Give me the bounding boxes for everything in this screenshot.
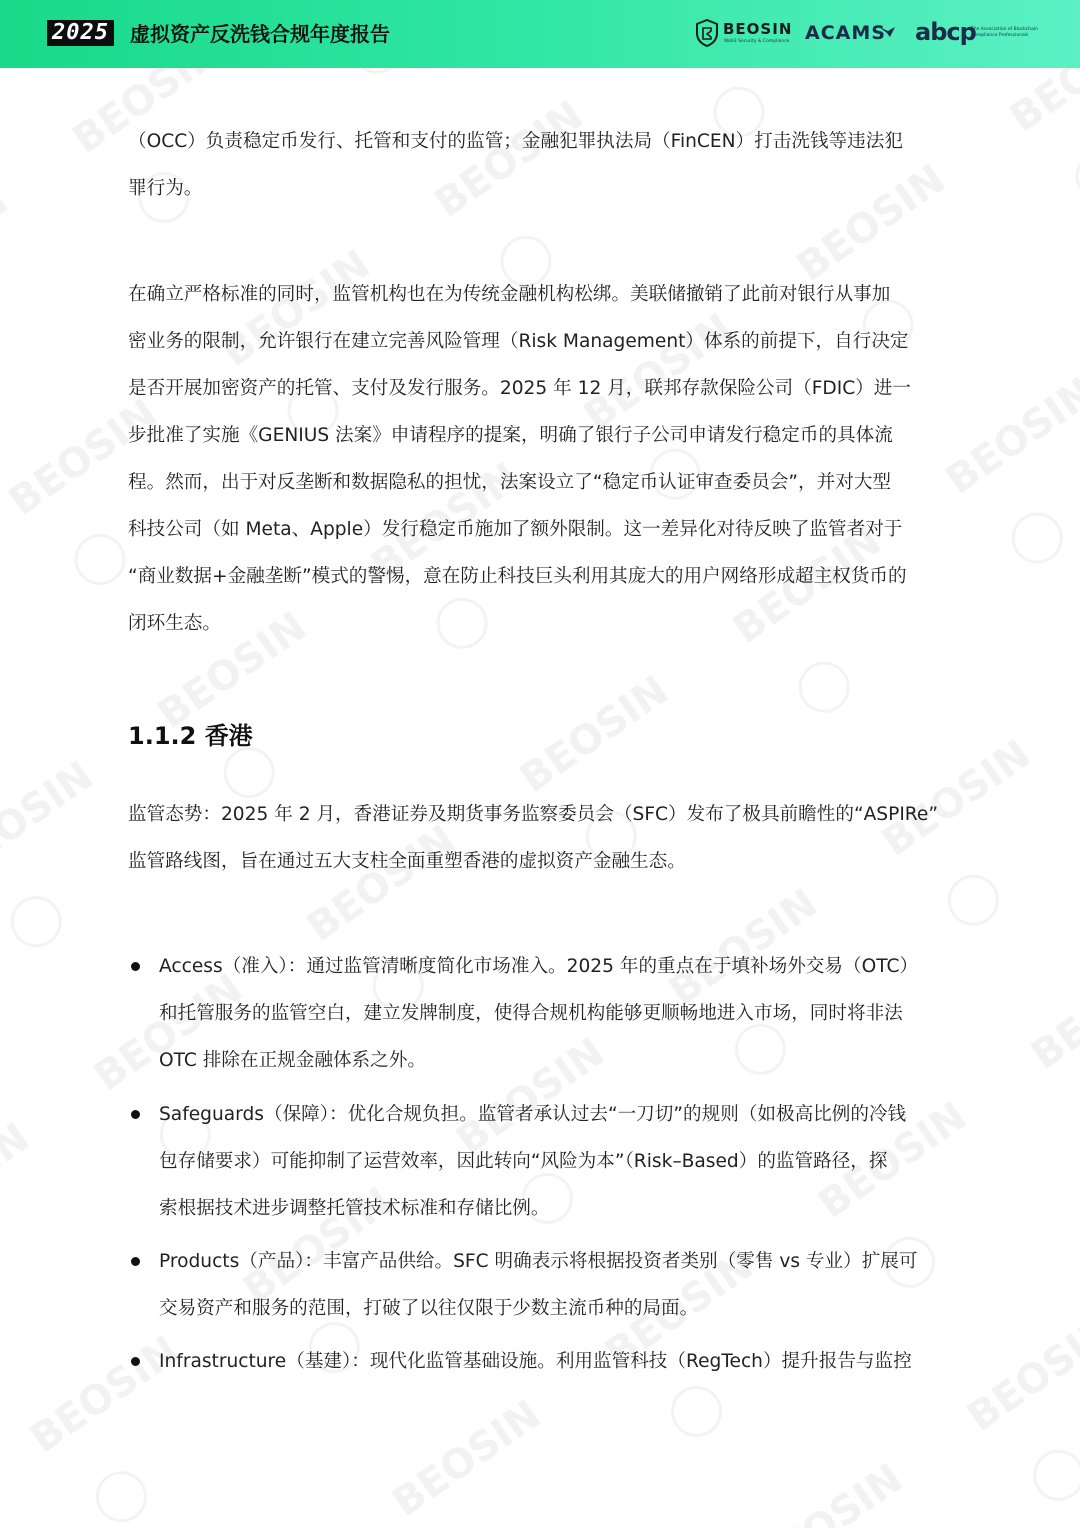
- report-header: [0, 0, 1080, 68]
- section-heading-hong-kong: 1.1.2 香港: [128, 722, 253, 750]
- acams-swoosh-icon: [878, 25, 896, 39]
- beosin-shield-icon: [695, 19, 719, 47]
- bullet-dot-icon: [131, 1357, 140, 1366]
- list-item-text: Infrastructure（基建）：现代化监管基础设施。利用监管科技（RegTech）提升报告与监控: [159, 1351, 912, 1372]
- bullet-dot-icon: [131, 1110, 140, 1119]
- paragraph-hk-regulatory-stance: 监管态势：2025 年 2 月，香港证券及期货事务监察委员会（SFC）发布了极具前瞻性的“ASPIRe” 监管路线图，旨在通过五大支柱全面重塑香港的虚拟资产金融生态。: [128, 804, 938, 872]
- list-item-text: Products（产品）：丰富产品供给。SFC 明确表示将根据投资者类别（零售 vs 专业）扩展可 交易资产和服务的范围，打破了以往仅限于少数主流币种的局面。: [159, 1251, 918, 1319]
- report-title: 虚拟资产反洗钱合规年度报告: [130, 22, 390, 46]
- paragraph-occ-fincen: （OCC）负责稳定币发行、托管和支付的监管；金融犯罪执法局（FinCEN）打击洗钱等违法犯 罪行为。: [128, 131, 903, 199]
- beosin-logo-tagline: Web3 Security & Compliance: [724, 39, 790, 44]
- bullet-dot-icon: [131, 962, 140, 971]
- beosin-logo-name: BEOSIN: [723, 20, 793, 38]
- year-badge: 2025: [47, 20, 114, 46]
- abcp-logo: abcp: [915, 18, 976, 46]
- acams-logo: ACAMS: [805, 22, 886, 44]
- list-item-text: Safeguards（保障）：优化合规负担。监管者承认过去“一刀切”的规则（如极高比例的冷钱 包存储要求）可能抑制了运营效率，因此转向“风险为本”（Risk–Based）的监管路径，探 索根据技术进步调整托管技术标准和存储比例。: [159, 1104, 907, 1219]
- paragraph-us-regulation: 在确立严格标准的同时，监管机构也在为传统金融机构松绑。美联储撤销了此前对银行从事加 密业务的限制，允许银行在建立完善风险管理（Risk Management）体系的前提下，自行决定 是否开展加密资产的托管、支付及发行服务。2025 年 12 月，联邦存款保险公司（FDIC）进一 步批准了实施《GENIUS 法案》申请程序的提案，明确了银行子公司申请发行稳定币的具体流 程。然而，出于对反垄断和数据隐私的担忧，法案设立了“稳定币认证审查委员会”，并对大型 科技公司（如 Meta、Apple）发行稳定币施加了额外限制。这一差异化对待反映了监管者对于 “商业数据+金融垄断”模式的警惕，意在防止科技巨头利用其庞大的用户网络形成超主权货币的 闭环生态。: [128, 284, 911, 634]
- abcp-logo-tagline: The Association of Blockchain Compliance Professionals: [971, 27, 1038, 38]
- bullet-dot-icon: [131, 1257, 140, 1266]
- list-item-text: Access（准入）：通过监管清晰度简化市场准入。2025 年的重点在于填补场外交易（OTC） 和托管服务的监管空白，建立发牌制度，使得合规机构能够更顺畅地进入市场，同时将非法 OTC 排除在正规金融体系之外。: [159, 956, 919, 1071]
